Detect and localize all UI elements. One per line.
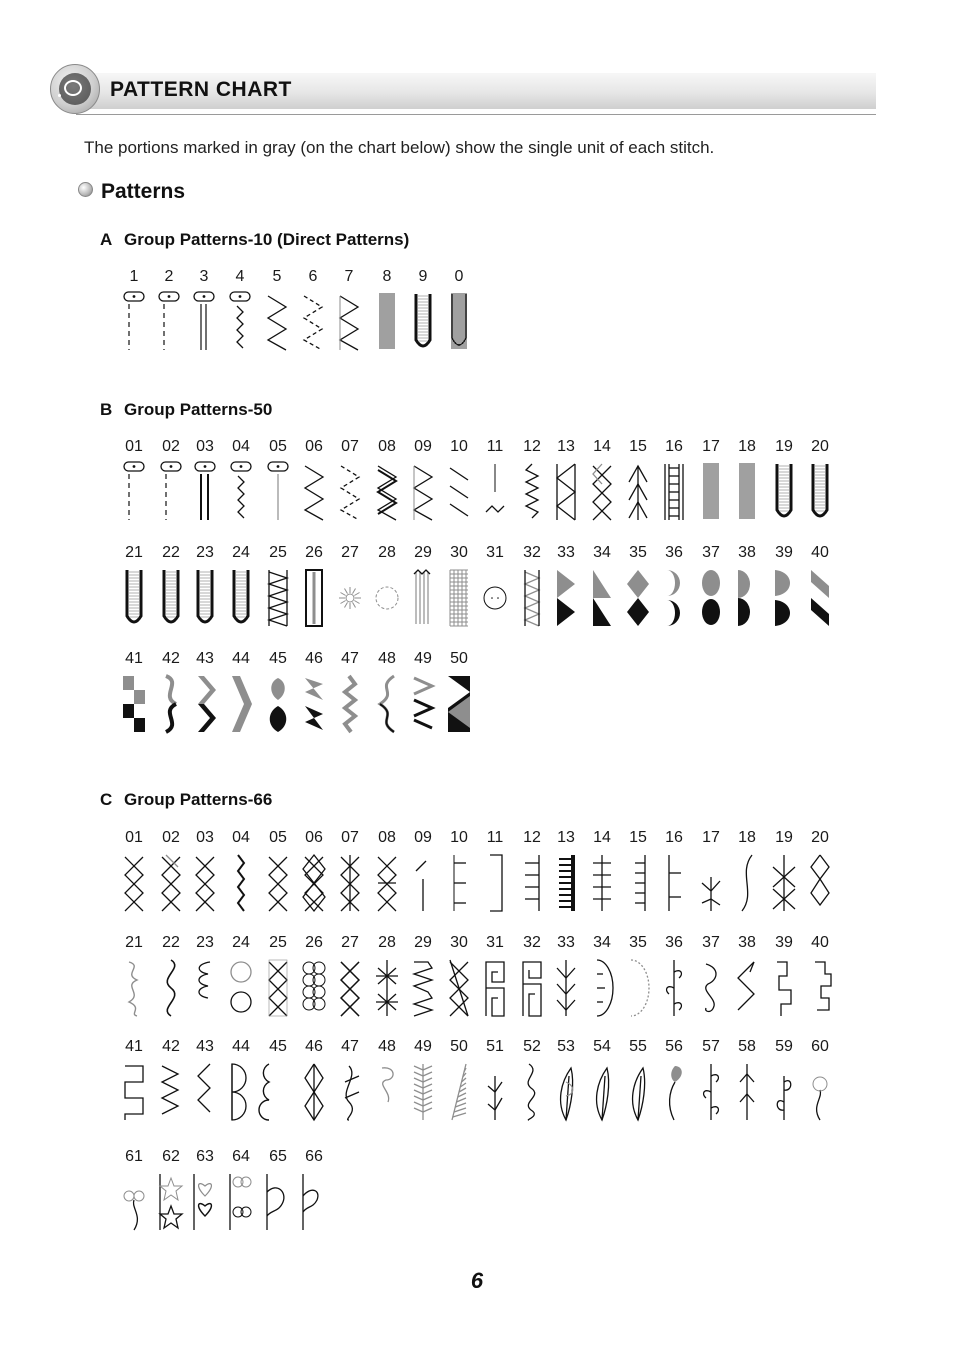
stitch-pattern-icon <box>623 1062 653 1122</box>
pattern-number: 45 <box>269 650 287 667</box>
pattern-number: 43 <box>196 1038 214 1055</box>
stitch-pattern-icon <box>299 1062 329 1122</box>
bullet-icon <box>78 182 93 197</box>
pattern-number: 36 <box>665 544 683 561</box>
pattern-number: 47 <box>341 650 359 667</box>
pattern-number: 54 <box>593 1038 611 1055</box>
stitch-pattern-icon <box>408 1062 438 1122</box>
stitch-pattern-icon <box>480 1062 510 1122</box>
stitch-pattern-icon <box>587 853 617 913</box>
stitch-pattern-icon <box>299 674 329 734</box>
pattern-number: 20 <box>811 438 829 455</box>
stitch-pattern-icon <box>517 1062 547 1122</box>
group-letter: B <box>100 400 113 419</box>
stitch-pattern-icon <box>444 462 474 522</box>
pattern-number: 59 <box>775 1038 793 1055</box>
stitch-pattern-icon <box>119 1172 149 1232</box>
stitch-pattern-icon <box>623 958 653 1018</box>
pattern-number: 8 <box>382 268 392 285</box>
stitch-pattern-icon <box>372 292 402 352</box>
stitch-pattern-icon <box>226 958 256 1018</box>
pattern-number: 09 <box>414 829 432 846</box>
pattern-number: 29 <box>414 544 432 561</box>
stitch-pattern-icon <box>226 1062 256 1122</box>
stitch-pattern-icon <box>517 958 547 1018</box>
stitch-pattern-icon <box>372 958 402 1018</box>
pattern-number: 33 <box>557 934 575 951</box>
pattern-number: 22 <box>162 934 180 951</box>
pattern-number: 51 <box>486 1038 504 1055</box>
pattern-number: 58 <box>738 1038 756 1055</box>
stitch-pattern-icon <box>156 568 186 628</box>
stitch-pattern-icon <box>517 853 547 913</box>
stitch-pattern-icon <box>189 292 219 352</box>
stitch-pattern-icon <box>587 568 617 628</box>
stitch-pattern-icon <box>732 568 762 628</box>
pattern-number: 46 <box>305 650 323 667</box>
stitch-pattern-icon <box>805 1062 835 1122</box>
stitch-pattern-icon <box>119 958 149 1018</box>
pattern-number: 16 <box>665 829 683 846</box>
stitch-pattern-icon <box>769 1062 799 1122</box>
pattern-number: 31 <box>486 544 504 561</box>
pattern-number: 31 <box>486 934 504 951</box>
stitch-pattern-icon <box>156 853 186 913</box>
pattern-number: 42 <box>162 1038 180 1055</box>
pattern-number: 6 <box>308 268 318 285</box>
pattern-number: 14 <box>593 438 611 455</box>
pattern-number: 57 <box>702 1038 720 1055</box>
pattern-number: 36 <box>665 934 683 951</box>
pattern-number: 39 <box>775 544 793 561</box>
stitch-pattern-icon <box>156 1062 186 1122</box>
stitch-pattern-icon <box>551 462 581 522</box>
pattern-number: 30 <box>450 934 468 951</box>
pattern-number: 48 <box>378 1038 396 1055</box>
pattern-number: 18 <box>738 829 756 846</box>
pattern-number: 49 <box>414 650 432 667</box>
stitch-pattern-icon <box>263 958 293 1018</box>
pattern-number: 29 <box>414 934 432 951</box>
stitch-pattern-icon <box>696 853 726 913</box>
stitch-pattern-icon <box>696 958 726 1018</box>
stitch-pattern-icon <box>408 853 438 913</box>
stitch-pattern-icon <box>335 568 365 628</box>
pattern-number: 24 <box>232 544 250 561</box>
stitch-pattern-icon <box>805 568 835 628</box>
pattern-number: 22 <box>162 544 180 561</box>
pattern-number: 32 <box>523 934 541 951</box>
stitch-pattern-icon <box>299 1172 329 1232</box>
stitch-pattern-icon <box>444 958 474 1018</box>
stitch-pattern-icon <box>119 674 149 734</box>
pattern-number: 39 <box>775 934 793 951</box>
stitch-pattern-icon <box>334 292 364 352</box>
pattern-number: 66 <box>305 1148 323 1165</box>
pattern-chart-icon <box>50 64 100 114</box>
stitch-pattern-icon <box>769 568 799 628</box>
pattern-number: 18 <box>738 438 756 455</box>
pattern-number: 05 <box>269 438 287 455</box>
pattern-number: 1 <box>129 268 139 285</box>
stitch-pattern-icon <box>299 958 329 1018</box>
pattern-number: 19 <box>775 829 793 846</box>
pattern-number: 37 <box>702 934 720 951</box>
pattern-number: 45 <box>269 1038 287 1055</box>
pattern-number: 42 <box>162 650 180 667</box>
pattern-number: 41 <box>125 1038 143 1055</box>
stitch-pattern-icon <box>190 674 220 734</box>
group-letter: A <box>100 230 113 249</box>
pattern-chart-banner <box>50 64 876 116</box>
stitch-pattern-icon <box>335 674 365 734</box>
stitch-pattern-icon <box>623 462 653 522</box>
pattern-number: 49 <box>414 1038 432 1055</box>
stitch-pattern-icon <box>480 853 510 913</box>
pattern-number: 55 <box>629 1038 647 1055</box>
pattern-number: 21 <box>125 544 143 561</box>
pattern-number: 17 <box>702 438 720 455</box>
stitch-pattern-icon <box>696 568 726 628</box>
stitch-pattern-icon <box>263 1172 293 1232</box>
stitch-pattern-icon <box>517 462 547 522</box>
stitch-pattern-icon <box>372 462 402 522</box>
stitch-pattern-icon <box>156 462 186 522</box>
stitch-pattern-icon <box>119 568 149 628</box>
stitch-pattern-icon <box>769 462 799 522</box>
stitch-pattern-icon <box>298 292 328 352</box>
group-title-c <box>100 790 272 810</box>
pattern-number: 11 <box>486 438 504 455</box>
pattern-number: 15 <box>629 438 647 455</box>
pattern-number: 09 <box>414 438 432 455</box>
stitch-pattern-icon <box>119 462 149 522</box>
pattern-number: 25 <box>269 934 287 951</box>
stitch-pattern-icon <box>805 958 835 1018</box>
stitch-pattern-icon <box>190 462 220 522</box>
stitch-pattern-icon <box>263 462 293 522</box>
stitch-pattern-icon <box>659 462 689 522</box>
group-title-a <box>100 230 409 250</box>
pattern-number: 33 <box>557 544 575 561</box>
stitch-pattern-icon <box>226 1172 256 1232</box>
stitch-pattern-icon <box>226 853 256 913</box>
pattern-number: 34 <box>593 934 611 951</box>
stitch-pattern-icon <box>408 292 438 352</box>
pattern-number: 21 <box>125 934 143 951</box>
pattern-number: 19 <box>775 438 793 455</box>
stitch-pattern-icon <box>299 462 329 522</box>
stitch-pattern-icon <box>444 853 474 913</box>
stitch-pattern-icon <box>263 853 293 913</box>
pattern-number: 08 <box>378 438 396 455</box>
pattern-number: 63 <box>196 1148 214 1165</box>
pattern-number: 34 <box>593 544 611 561</box>
pattern-number: 46 <box>305 1038 323 1055</box>
pattern-number: 16 <box>665 438 683 455</box>
pattern-number: 01 <box>125 829 143 846</box>
pattern-number: 26 <box>305 934 323 951</box>
page-number: 6 <box>470 1268 484 1293</box>
pattern-number: 7 <box>344 268 354 285</box>
pattern-number: 41 <box>125 650 143 667</box>
pattern-number: 10 <box>450 829 468 846</box>
pattern-number: 65 <box>269 1148 287 1165</box>
pattern-number: 02 <box>162 829 180 846</box>
pattern-number: 53 <box>557 1038 575 1055</box>
pattern-number: 01 <box>125 438 143 455</box>
stitch-pattern-icon <box>372 853 402 913</box>
stitch-pattern-icon <box>119 853 149 913</box>
pattern-number: 12 <box>523 438 541 455</box>
stitch-pattern-icon <box>372 674 402 734</box>
stitch-pattern-icon <box>444 568 474 628</box>
pattern-number: 28 <box>378 934 396 951</box>
stitch-pattern-icon <box>480 462 510 522</box>
stitch-pattern-icon <box>659 958 689 1018</box>
pattern-number: 5 <box>272 268 282 285</box>
pattern-number: 11 <box>486 829 504 846</box>
pattern-number: 12 <box>523 829 541 846</box>
pattern-number: 15 <box>629 829 647 846</box>
stitch-pattern-icon <box>154 292 184 352</box>
pattern-number: 44 <box>232 1038 250 1055</box>
pattern-number: 9 <box>418 268 428 285</box>
pattern-number: 02 <box>162 438 180 455</box>
stitch-pattern-icon <box>587 958 617 1018</box>
stitch-pattern-icon <box>732 958 762 1018</box>
pattern-number: 20 <box>811 829 829 846</box>
stitch-pattern-icon <box>444 674 474 734</box>
pattern-number: 07 <box>341 438 359 455</box>
section-title-label: Patterns <box>101 180 186 203</box>
stitch-pattern-icon <box>263 1062 293 1122</box>
stitch-pattern-icon <box>480 568 510 628</box>
stitch-pattern-icon <box>444 292 474 352</box>
group-title-label: Group Patterns-10 (Direct Patterns) <box>124 230 410 249</box>
stitch-pattern-icon <box>769 958 799 1018</box>
pattern-number: 28 <box>378 544 396 561</box>
stitch-pattern-icon <box>299 853 329 913</box>
stitch-pattern-icon <box>696 462 726 522</box>
stitch-pattern-icon <box>696 1062 726 1122</box>
pattern-number: 13 <box>557 438 575 455</box>
pattern-number: 23 <box>196 544 214 561</box>
stitch-pattern-icon <box>551 568 581 628</box>
pattern-number: 06 <box>305 829 323 846</box>
pattern-number: 30 <box>450 544 468 561</box>
stitch-pattern-icon <box>263 674 293 734</box>
stitch-pattern-icon <box>732 462 762 522</box>
pattern-number: 06 <box>305 438 323 455</box>
stitch-pattern-icon <box>587 1062 617 1122</box>
stitch-pattern-icon <box>408 568 438 628</box>
pattern-number: 05 <box>269 829 287 846</box>
pattern-number: 26 <box>305 544 323 561</box>
stitch-pattern-icon <box>408 674 438 734</box>
pattern-number: 2 <box>164 268 174 285</box>
stitch-pattern-icon <box>190 1062 220 1122</box>
stitch-pattern-icon <box>119 1062 149 1122</box>
stitch-pattern-icon <box>190 1172 220 1232</box>
stitch-pattern-icon <box>408 462 438 522</box>
stitch-pattern-icon <box>805 853 835 913</box>
pattern-number: 40 <box>811 934 829 951</box>
pattern-number: 43 <box>196 650 214 667</box>
pattern-number: 10 <box>450 438 468 455</box>
stitch-pattern-icon <box>156 1172 186 1232</box>
stitch-pattern-icon <box>372 568 402 628</box>
stitch-pattern-icon <box>805 462 835 522</box>
pattern-number: 03 <box>196 829 214 846</box>
stitch-pattern-icon <box>444 1062 474 1122</box>
banner-underline <box>76 114 876 115</box>
stitch-pattern-icon <box>335 462 365 522</box>
group-title-label: Group Patterns-50 <box>124 400 273 419</box>
stitch-pattern-icon <box>480 958 510 1018</box>
pattern-number: 24 <box>232 934 250 951</box>
stitch-pattern-icon <box>226 674 256 734</box>
stitch-pattern-icon <box>156 674 186 734</box>
stitch-pattern-icon <box>659 853 689 913</box>
pattern-number: 23 <box>196 934 214 951</box>
pattern-number: 50 <box>450 650 468 667</box>
pattern-number: 08 <box>378 829 396 846</box>
pattern-number: 61 <box>125 1148 143 1165</box>
pattern-number: 27 <box>341 934 359 951</box>
group-title-label: Group Patterns-66 <box>124 790 273 809</box>
pattern-number: 60 <box>811 1038 829 1055</box>
stitch-pattern-icon <box>226 568 256 628</box>
group-letter: C <box>100 790 113 809</box>
pattern-number: 04 <box>232 829 250 846</box>
pattern-number: 07 <box>341 829 359 846</box>
pattern-number: 14 <box>593 829 611 846</box>
group-title-b <box>100 400 272 420</box>
stitch-pattern-icon <box>732 853 762 913</box>
stitch-pattern-icon <box>263 568 293 628</box>
pattern-number: 04 <box>232 438 250 455</box>
stitch-pattern-icon <box>551 958 581 1018</box>
stitch-pattern-icon <box>335 853 365 913</box>
stitch-pattern-icon <box>517 568 547 628</box>
stitch-pattern-icon <box>190 958 220 1018</box>
stitch-pattern-icon <box>587 462 617 522</box>
stitch-pattern-icon <box>190 853 220 913</box>
pattern-number: 25 <box>269 544 287 561</box>
stitch-pattern-icon <box>659 1062 689 1122</box>
pattern-number: 3 <box>199 268 209 285</box>
pattern-number: 50 <box>450 1038 468 1055</box>
stitch-pattern-icon <box>225 292 255 352</box>
stitch-pattern-icon <box>408 958 438 1018</box>
pattern-number: 38 <box>738 544 756 561</box>
pattern-number: 40 <box>811 544 829 561</box>
intro-text: The portions marked in gray (on the chart below) show the single unit of each stitch. <box>84 138 715 157</box>
stitch-pattern-icon <box>659 568 689 628</box>
pattern-number: 48 <box>378 650 396 667</box>
pattern-number: 13 <box>557 829 575 846</box>
stitch-pattern-icon <box>623 568 653 628</box>
stitch-pattern-icon <box>623 853 653 913</box>
pattern-number: 56 <box>665 1038 683 1055</box>
stitch-pattern-icon <box>335 958 365 1018</box>
pattern-number: 35 <box>629 934 647 951</box>
stitch-pattern-icon <box>732 1062 762 1122</box>
pattern-number: 35 <box>629 544 647 561</box>
pattern-number: 0 <box>454 268 464 285</box>
stitch-pattern-icon <box>262 292 292 352</box>
page-title: PATTERN CHART <box>110 78 292 101</box>
pattern-number: 52 <box>523 1038 541 1055</box>
stitch-pattern-icon <box>372 1062 402 1122</box>
pattern-number: 17 <box>702 829 720 846</box>
pattern-number: 27 <box>341 544 359 561</box>
stitch-pattern-icon <box>226 462 256 522</box>
pattern-number: 64 <box>232 1148 250 1165</box>
pattern-number: 47 <box>341 1038 359 1055</box>
pattern-number: 62 <box>162 1148 180 1165</box>
stitch-pattern-icon <box>190 568 220 628</box>
stitch-pattern-icon <box>551 1062 581 1122</box>
stitch-pattern-icon <box>335 1062 365 1122</box>
pattern-number: 03 <box>196 438 214 455</box>
pattern-number: 37 <box>702 544 720 561</box>
stitch-pattern-icon <box>119 292 149 352</box>
stitch-pattern-icon <box>769 853 799 913</box>
pattern-number: 4 <box>235 268 245 285</box>
pattern-number: 44 <box>232 650 250 667</box>
stitch-pattern-icon <box>551 853 581 913</box>
pattern-number: 32 <box>523 544 541 561</box>
stitch-pattern-icon <box>156 958 186 1018</box>
pattern-number: 38 <box>738 934 756 951</box>
section-title-patterns <box>78 180 185 204</box>
stitch-pattern-icon <box>299 568 329 628</box>
